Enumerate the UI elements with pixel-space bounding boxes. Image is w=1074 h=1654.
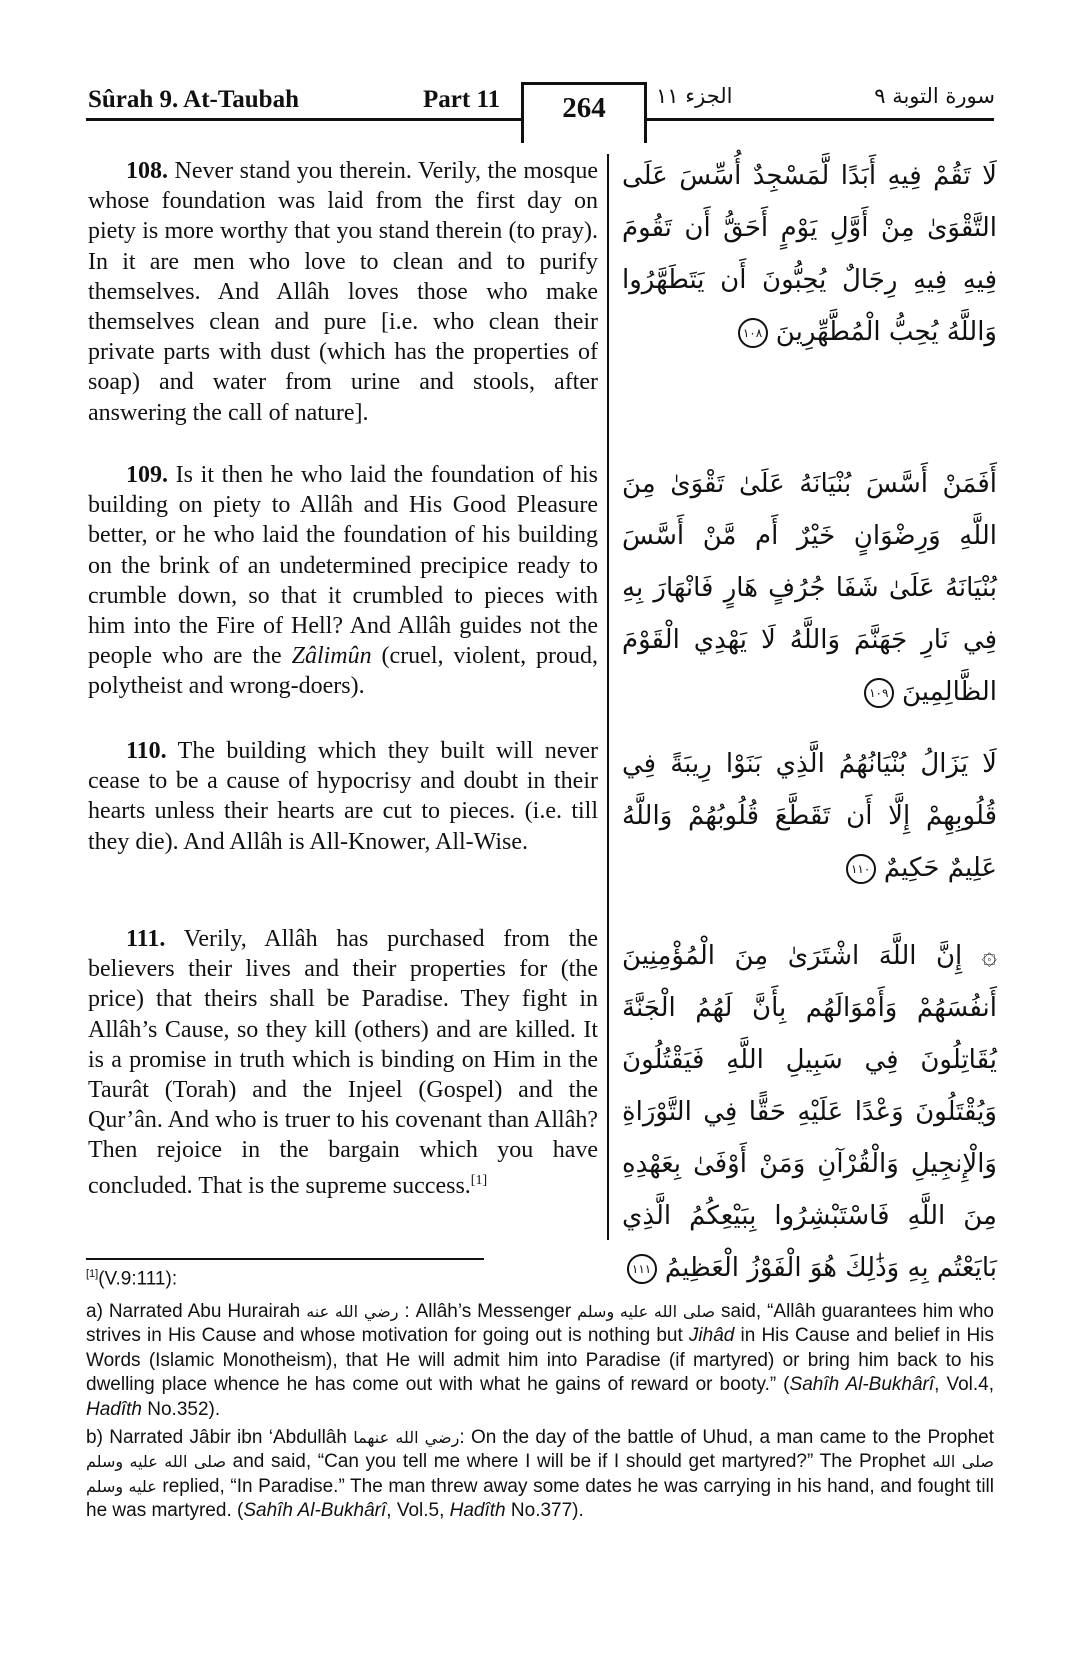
verse-text: The building which they built will never cease to be a cause of hypocrisy and doubt in their hearts unless their hearts are cut to pieces. (i.e. till they die). And Allâh is All-Knower, All-Wise. <box>88 738 598 855</box>
verse-number: 111. <box>126 926 166 952</box>
footnote-reference: (V.9:111): <box>98 1268 178 1290</box>
fn-italic: Hadîth <box>86 1398 142 1420</box>
fn-text: : Allâh’s Messenger <box>398 1301 578 1322</box>
verse-text: Never stand you therein. Verily, the mosque whose foundation was laid from the first day on piety is more worthy that you stand therein (to pray). In it are men who love to clean and to purify themselves. And Allâh loves those who make themselves clean and pure [i.e. who clean their private parts with dust (which has the properties of soap) and water from urine and stools, after answering the call of nature]. <box>88 158 598 426</box>
part-label-en: Part 11 <box>423 86 501 113</box>
verse-110-english <box>88 736 598 857</box>
verse-number: 108. <box>126 158 168 184</box>
footnote-b <box>86 1426 994 1524</box>
part-label-ar: الجزء ١١ <box>656 84 733 108</box>
arabic-salutation: صلى الله عليه وسلم <box>86 1452 227 1472</box>
verse-108-arabic <box>622 150 997 358</box>
verse-text: Is it then he who laid the foundation of his building on piety to Allâh and His Good Pleasure better, or he who laid the foundation of his building on the brink of an undetermined precipice ready to crumble down, so that it crumbled to pieces with him into the Fire of Hell? And Allâh guides not the people who are the <box>88 462 598 670</box>
fn-text: a) Narrated Abu Hurairah <box>86 1301 307 1322</box>
ayah-marker-icon: ١١١ <box>627 1254 657 1284</box>
arabic-honorific: رضي الله عنهما <box>353 1428 460 1447</box>
fn-text: b) Narrated Jâbir ibn ‘Abdullâh <box>86 1427 354 1448</box>
arabic-salutation: صلى الله عليه وسلم <box>577 1302 716 1321</box>
fn-italic: Sahîh Al-Bukhârî <box>243 1500 387 1522</box>
fn-italic: Hadîth <box>449 1500 506 1522</box>
verse-109-english <box>88 460 598 702</box>
fn-text: and said, “Can you tell me where I will be if I should get martyred?” The Prophet <box>226 1451 933 1473</box>
fn-text: , Vol.4, <box>934 1374 994 1396</box>
arabic-text: لَا يَزَالُ بُنْيَانُهُمُ الَّذِي بَنَوْا رِيبَةً فِي قُلُوبِهِمْ إِلَّا أَن تَقَطَّعَ قُلُوبُهُمْ وَاللَّهُ عَلِيمٌ حَكِيمٌ <box>622 749 997 883</box>
arabic-text: لَا تَقُمْ فِيهِ أَبَدًا لَّمَسْجِدٌ أُسِّسَ عَلَى التَّقْوَىٰ مِنْ أَوَّلِ يَوْمٍ أَحَقُّ أَن تَقُومَ فِيهِ فِيهِ رِجَالٌ يُحِبُّونَ أَن يَتَطَهَّرُوا وَاللَّهُ يُحِبُّ الْمُطَّهِّرِينَ <box>622 161 997 347</box>
verse-111-arabic <box>622 930 997 1294</box>
arabic-text: ۞ إِنَّ اللَّهَ اشْتَرَىٰ مِنَ الْمُؤْمِنِينَ أَنفُسَهُمْ وَأَمْوَالَهُم بِأَنَّ لَهُمُ الْجَنَّةَ يُقَاتِلُونَ فِي سَبِيلِ اللَّهِ فَيَقْتُلُونَ وَيُقْتَلُونَ وَعْدًا عَلَيْهِ حَقًّا فِي التَّوْرَاةِ وَالْإِنجِيلِ وَالْقُرْآنِ وَمَنْ أَوْفَىٰ بِعَهْدِهِ مِنَ اللَّهِ فَاسْتَبْشِرُوا بِبَيْعِكُمُ الَّذِي بَايَعْتُم بِهِ وَذَٰلِكَ هُوَ الْفَوْزُ الْعَظِيمُ <box>622 941 997 1283</box>
arabic-salutation: صلى الله عليه وسلم <box>86 1452 995 1496</box>
verse-111-english <box>88 924 598 1201</box>
verse-109-arabic <box>622 458 997 718</box>
surah-title-en: Sûrah 9. At-Taubah <box>88 86 299 113</box>
fn-italic: Sahîh Al-Bukhârî <box>789 1374 935 1396</box>
ayah-marker-icon: ١٠٩ <box>864 678 894 708</box>
arabic-text: أَفَمَنْ أَسَّسَ بُنْيَانَهُ عَلَىٰ تَقْوَىٰ مِنَ اللَّهِ وَرِضْوَانٍ خَيْرٌ أَم مَّنْ أَسَّسَ بُنْيَانَهُ عَلَىٰ شَفَا جُرُفٍ هَارٍ فَانْهَارَ بِهِ فِي نَارِ جَهَنَّمَ وَاللَّهُ لَا يَهْدِي الْقَوْمَ الظَّالِمِينَ <box>622 469 997 707</box>
arabic-honorific: رضي الله عنه <box>306 1302 399 1321</box>
fn-text: , Vol.5, <box>386 1500 450 1522</box>
fn-text: said, “Allâh guarantees him who strives in His Cause and whose motivation for going out is nothing but <box>86 1301 995 1347</box>
footnote-marker: [1] <box>86 1268 99 1280</box>
fn-text: No.352). <box>141 1398 221 1420</box>
italic-term: Zâlimûn <box>291 643 372 670</box>
fn-italic: Jihâd <box>688 1325 735 1347</box>
footnote-rule <box>86 1258 484 1260</box>
fn-text: replied, “In Paradise.” The man threw away some dates he was carrying in his hand, and fought till he was martyred. ( <box>86 1475 994 1522</box>
verse-text: Verily, Allâh has purchased from the believers their lives and their properties for (the price) that theirs shall be Paradise. They fight in Allâh’s Cause, so they kill (others) and are killed. It is a promise in truth which is binding on Him in the Taurât (Torah) and the Injeel (Gospel) and the Qur’ân. And who is truer to his covenant than Allâh? Then rejoice in the bargain which you have concluded. That is the supreme success. <box>88 926 598 1199</box>
ayah-marker-icon: ١٠٨ <box>738 318 768 348</box>
column-divider <box>607 154 609 1240</box>
fn-text: : On the day of the battle of Uhud, a man came to the Prophet <box>459 1427 995 1448</box>
footnote-a <box>86 1300 994 1422</box>
footnote-heading <box>86 1268 177 1290</box>
verse-110-arabic <box>622 738 997 894</box>
ayah-marker-icon: ١١٠ <box>846 854 876 884</box>
footnote-ref[interactable]: [1] <box>470 1172 488 1188</box>
page-number: 264 <box>521 82 647 143</box>
verse-number: 109. <box>126 462 168 488</box>
surah-title-ar: سورة التوبة ٩ <box>874 84 995 108</box>
verse-number: 110. <box>126 738 167 764</box>
verse-108-english <box>88 156 598 428</box>
fn-text: No.377). <box>505 1500 584 1522</box>
fn-text: in His Cause and belief in His Words (Islamic Monotheism), that He will admit him into Paradise (if martyred) or bring him back to his dwelling place whence he has come out with what he gains of reward or booty.” ( <box>86 1325 994 1396</box>
verse-text: (cruel, violent, proud, polytheist and wrong-doers). <box>88 643 598 700</box>
